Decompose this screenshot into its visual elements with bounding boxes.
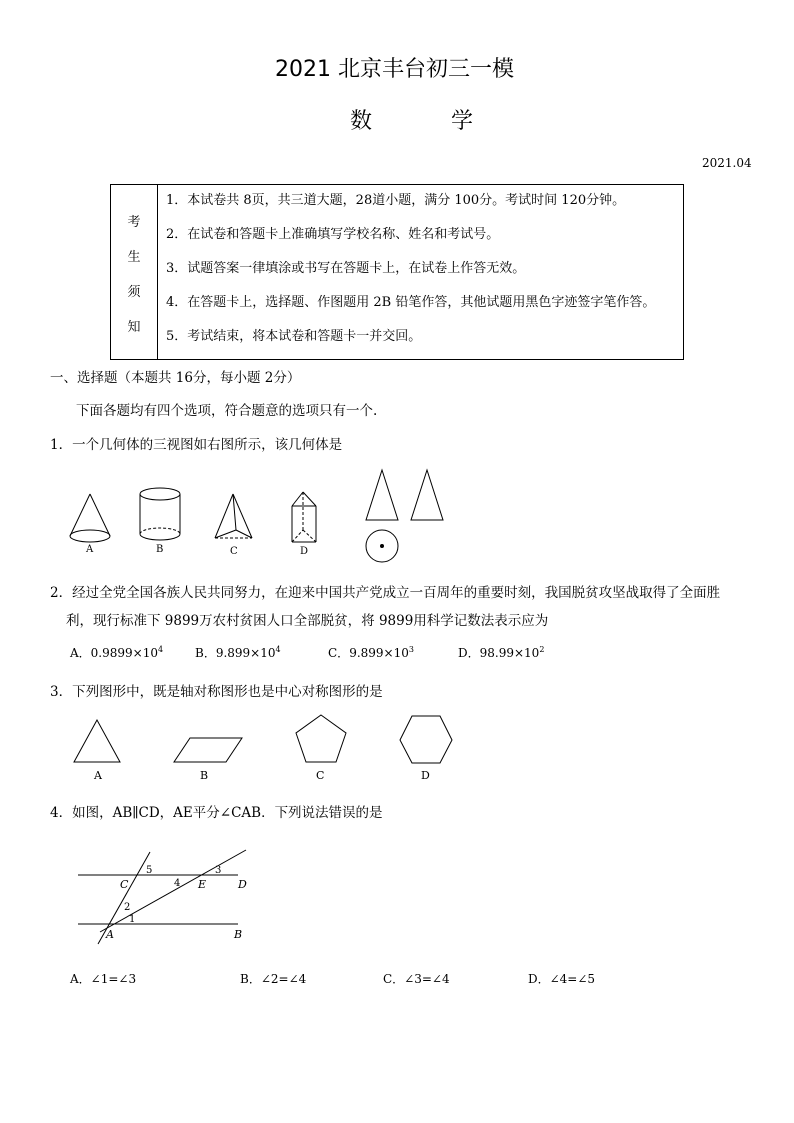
label-b: B (234, 928, 243, 941)
question-3-figures (60, 710, 470, 790)
option-label: B (200, 769, 209, 782)
section-instruction: 下面各题均有四个选项，符合题意的选项只有一个. (76, 403, 378, 419)
angle-5-label: 5 (146, 865, 153, 876)
cylinder-shape (140, 488, 180, 540)
angle-3-label: 3 (215, 865, 222, 876)
notice-label-char: 须 (127, 285, 141, 300)
option-b: B．$9.899\times 10^4$ (195, 645, 281, 660)
option-label: C (316, 769, 325, 782)
option-d: D．$98.99\times 10^2$ (458, 645, 545, 660)
notice-label-char: 生 (127, 250, 141, 265)
option-a: A．$0.9899\times 10^4$ (70, 645, 164, 660)
label-a: A (106, 928, 114, 941)
question-4-figure (70, 840, 260, 950)
option-b: B．∠2=∠4 (240, 972, 307, 986)
subject-title: 数 学 (350, 109, 509, 134)
notice-label (111, 185, 158, 360)
question-3-text: 3．下列图形中，既是轴对称图形也是中心对称图形的是 (50, 684, 383, 700)
pyramid-shape (215, 494, 252, 538)
notice-item: 2．在试卷和答题卡上准确填写学校名称、姓名和考试号。 (166, 227, 500, 242)
three-view-drawing (366, 470, 443, 562)
label-e: E (198, 878, 207, 891)
notice-label-char: 考 (127, 215, 141, 230)
option-label: D (300, 546, 309, 557)
hexagon-shape (400, 716, 452, 763)
angle-1-label: 1 (129, 914, 136, 925)
notice-item: 3．试题答案一律填涂或书写在答题卡上，在试卷上作答无效。 (166, 261, 526, 276)
option-label: D (421, 769, 430, 782)
cone-shape (70, 494, 110, 542)
notice-item: 5．考试结束，将本试卷和答题卡一并交回。 (166, 329, 422, 344)
notice-item: 4．在答题卡上，选择题、作图题用 2B 铅笔作答，其他试题用黑色字迹签字笔作答。 (166, 295, 656, 310)
option-label: A (86, 544, 94, 555)
angle-4-label: 4 (174, 878, 181, 889)
triangle-shape (74, 720, 120, 762)
notice-item: 1．本试卷共 8页，共三道大题，28道小题，满分 100分。考试时间 120分钟。 (166, 193, 626, 208)
option-a: A．∠1=∠3 (70, 972, 137, 986)
option-c: C．$9.899\times 10^3$ (328, 645, 414, 660)
line-ae-bisector (100, 850, 246, 932)
question-1-figures (60, 466, 460, 566)
label-c: C (120, 878, 129, 891)
pentagon-shape (296, 715, 346, 762)
notice-label-char: 知 (127, 320, 141, 335)
question-1-text: 1．一个几何体的三视图如右图所示，该几何体是 (50, 437, 343, 453)
option-label: B (156, 544, 164, 555)
notice-table (110, 184, 684, 360)
section-heading: 一、选择题（本题共 16分，每小题 2分） (50, 370, 301, 386)
page-title: 2021 北京丰台初三一模 (275, 57, 514, 82)
notice-items (158, 185, 684, 360)
option-c: C．∠3=∠4 (383, 972, 450, 986)
option-label: C (230, 546, 238, 557)
question-2-line-1: 2．经过全党全国各族人民共同努力，在迎来中国共产党成立一百周年的重要时刻，我国脱贫攻坚战取得了全面胜 (50, 585, 721, 601)
question-4-text: 4．如图，AB∥CD，AE平分∠CAB．下列说法错误的是 (50, 805, 383, 821)
prism-shape (292, 492, 316, 542)
angle-2-label: 2 (124, 902, 131, 913)
option-d: D．∠4=∠5 (528, 972, 596, 986)
exam-date: 2021.04 (702, 156, 752, 170)
question-2-line-2: 利，现行标准下 9899万农村贫困人口全部脱贫，将 9899用科学记数法表示应为 (66, 613, 549, 629)
label-d: D (238, 878, 247, 891)
option-label: A (94, 769, 102, 782)
parallelogram-shape (174, 738, 242, 762)
